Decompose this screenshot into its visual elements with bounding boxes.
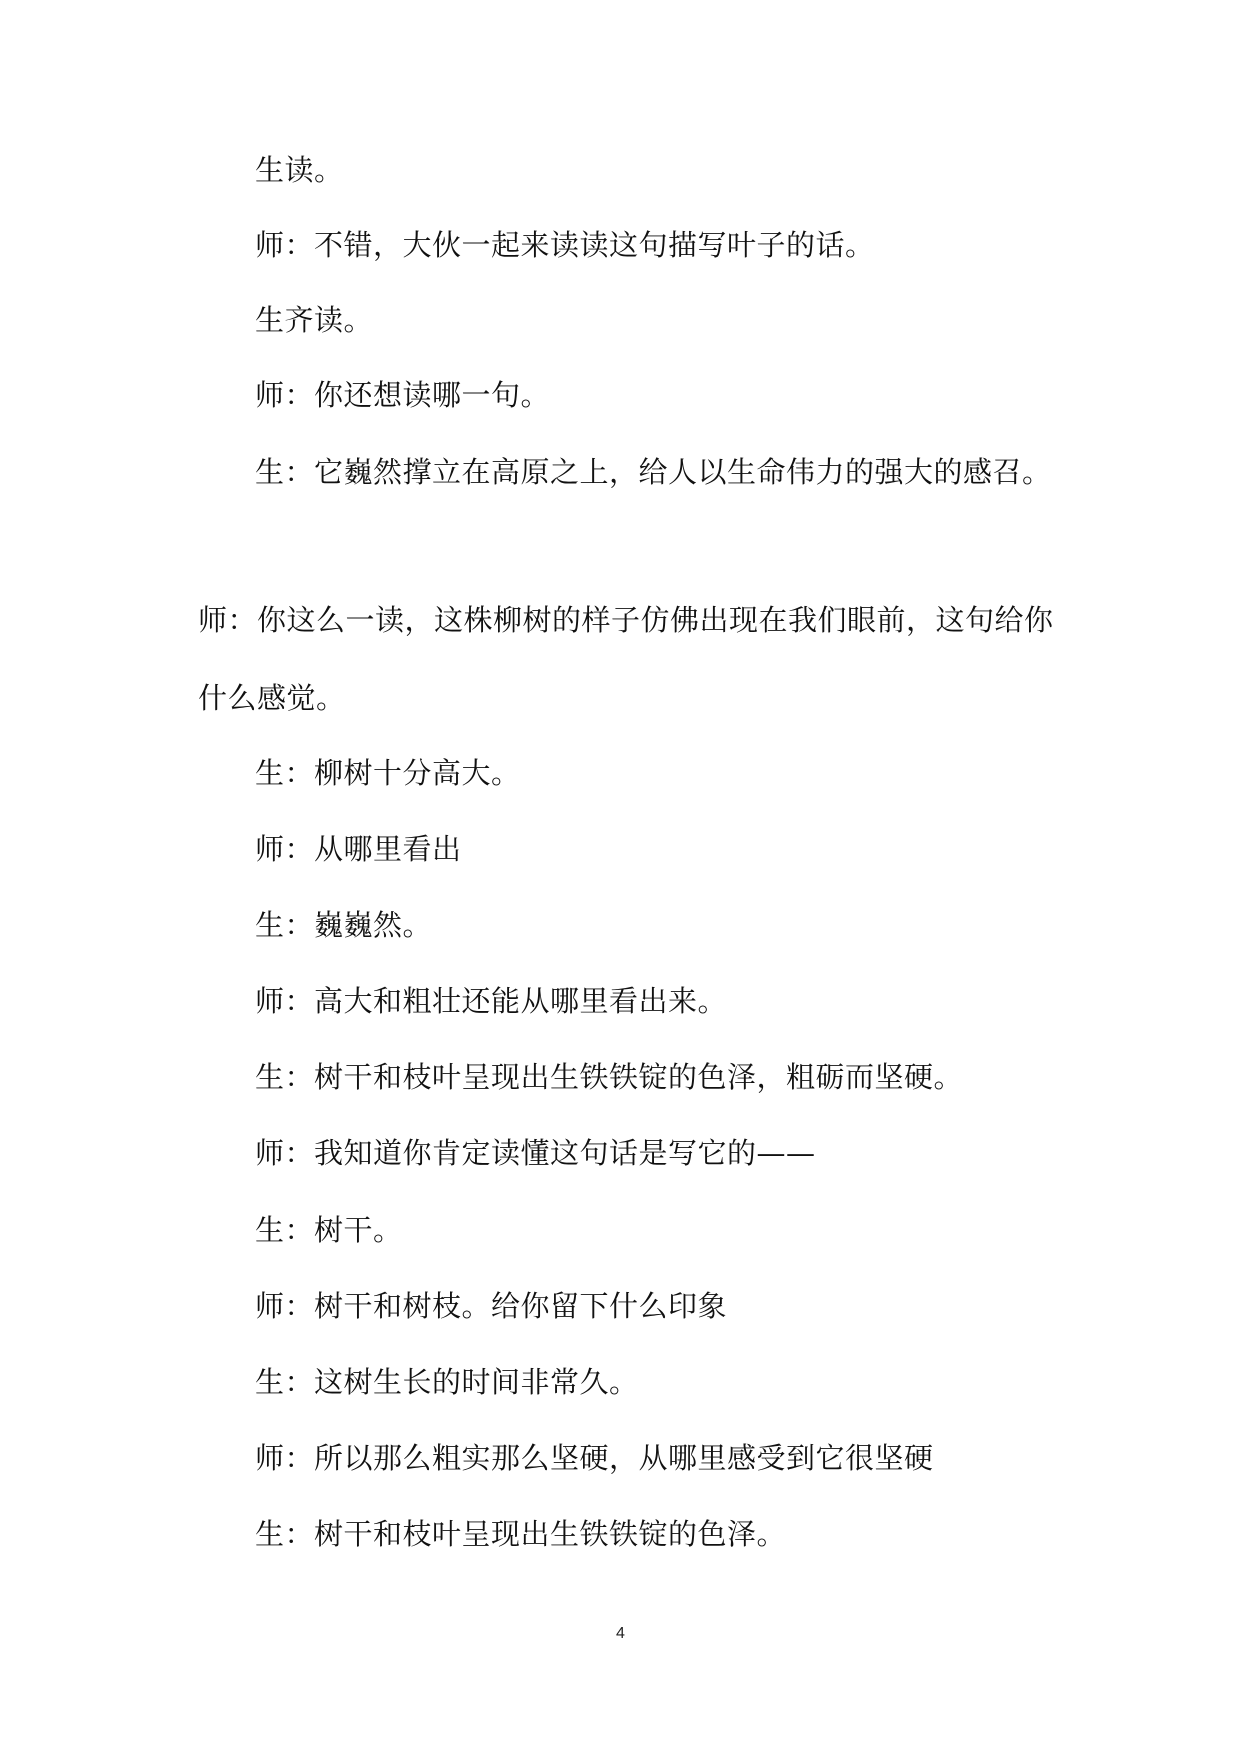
text-line: 师：高大和粗壮还能从哪里看出来。 — [255, 984, 728, 1018]
text-line: 师：你还想读哪一句。 — [255, 378, 551, 412]
text-line: 师：所以那么粗实那么坚硬，从哪里感受到它很坚硬 — [255, 1441, 934, 1475]
text-line: 生：树干和枝叶呈现出生铁铁锭的色泽。 — [255, 1517, 787, 1551]
text-line: 生：它巍然撑立在高原之上，给人以生命伟力的强大的感召。 — [255, 455, 1052, 489]
text-line: 生：巍巍然。 — [255, 908, 433, 942]
text-line: 师：你这么一读，这株柳树的样子仿佛出现在我们眼前，这句给你 — [198, 603, 1054, 637]
text-line: 生：树干和枝叶呈现出生铁铁锭的色泽，粗砺而坚硬。 — [255, 1060, 964, 1094]
text-line: 师：不错，大伙一起来读读这句描写叶子的话。 — [255, 228, 875, 262]
text-line: 师：从哪里看出 — [255, 832, 462, 866]
text-line: 生：树干。 — [255, 1213, 403, 1247]
text-line: 生：柳树十分高大。 — [255, 756, 521, 790]
text-line: 生齐读。 — [255, 303, 374, 337]
text-line: 生读。 — [255, 153, 344, 187]
text-line: 师：我知道你肯定读懂这句话是写它的—— — [255, 1136, 816, 1170]
page-number: 4 — [616, 1625, 625, 1642]
text-line: 生：这树生长的时间非常久。 — [255, 1365, 639, 1399]
text-line: 师：树干和树枝。给你留下什么印象 — [255, 1289, 728, 1323]
text-line: 什么感觉。 — [198, 681, 346, 715]
